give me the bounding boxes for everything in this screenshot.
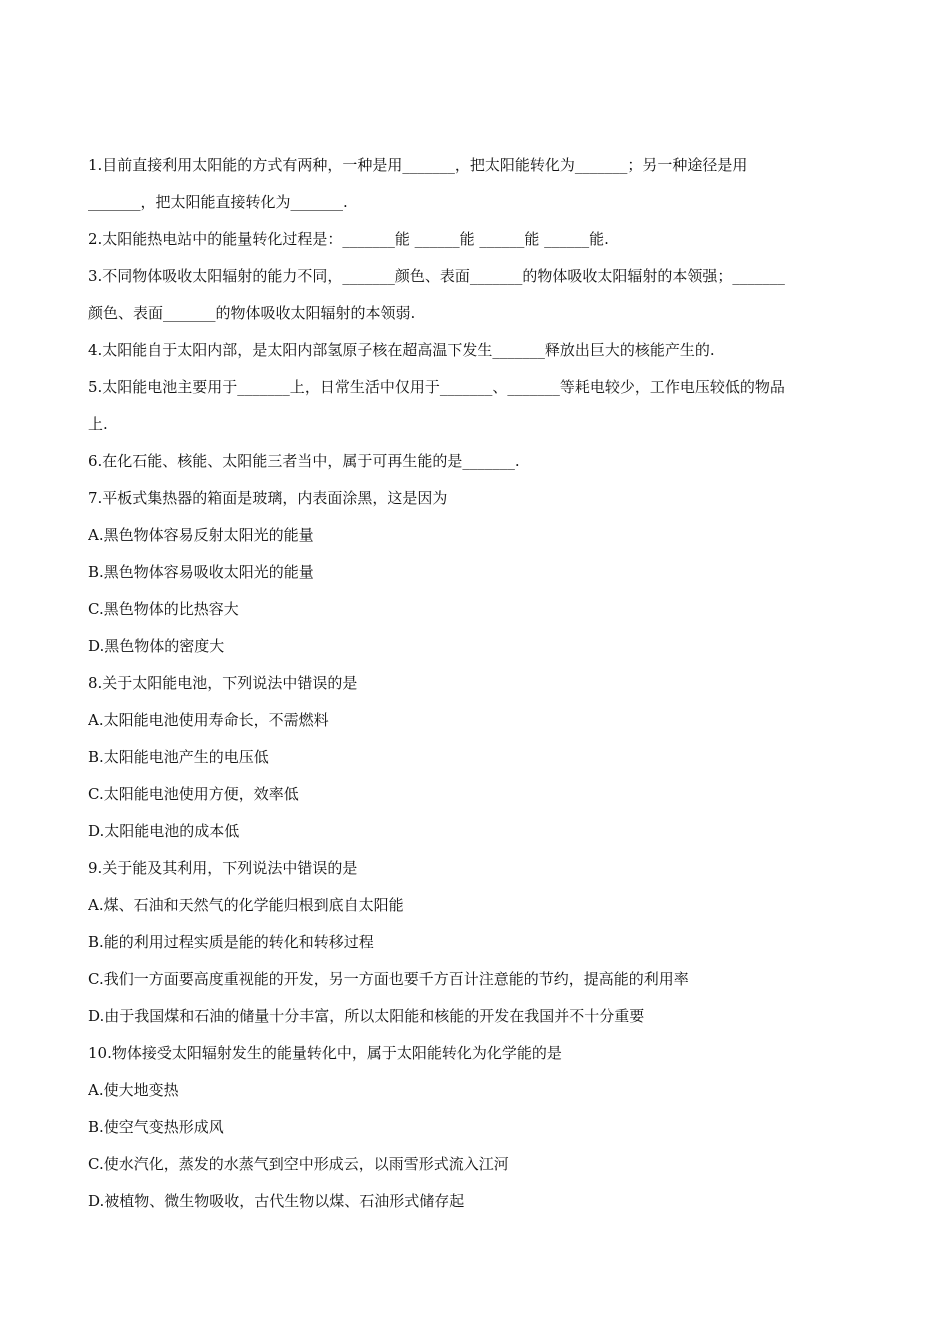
q9-option-c: C.我们一方面要高度重视能的开发，另一方面也要千方百计注意能的节约，提高能的利用率 [88, 970, 689, 988]
q9-option-b: B.能的利用过程实质是能的转化和转移过程 [88, 933, 374, 951]
q10-option-b: B.使空气变热形成风 [88, 1118, 224, 1136]
q10-option-a: A.使大地变热 [88, 1081, 179, 1099]
q3-line-1: 3.不同物体吸收太阳辐射的能力不同，_______颜色、表面_______的物体吸收太阳辐射的本领强；_______ [88, 267, 785, 285]
q7-option-b: B.黑色物体容易吸收太阳光的能量 [88, 563, 314, 581]
q9-stem: 9.关于能及其利用，下列说法中错误的是 [88, 859, 358, 877]
q9-option-a: A.煤、石油和天然气的化学能归根到底自太阳能 [88, 896, 404, 914]
q3-line-2: 颜色、表面_______的物体吸收太阳辐射的本领弱. [88, 304, 416, 322]
q8-option-b: B.太阳能电池产生的电压低 [88, 748, 269, 766]
q9-option-d: D.由于我国煤和石油的储量十分丰富，所以太阳能和核能的开发在我国并不十分重要 [88, 1007, 645, 1025]
q4-line: 4.太阳能自于太阳内部，是太阳内部氢原子核在超高温下发生_______释放出巨大的核能产生的. [88, 341, 715, 359]
q7-stem: 7.平板式集热器的箱面是玻璃，内表面涂黑，这是因为 [88, 489, 448, 507]
q1-line-2: _______，把太阳能直接转化为_______. [88, 193, 348, 211]
q10-option-c: C.使水汽化，蒸发的水蒸气到空中形成云，以雨雪形式流入江河 [88, 1155, 509, 1173]
q1-line-1: 1.目前直接利用太阳能的方式有两种，一种是用_______，把太阳能转化为_______；另一种途径是用 [88, 156, 748, 174]
q7-option-a: A.黑色物体容易反射太阳光的能量 [88, 526, 314, 544]
q6-line: 6.在化石能、核能、太阳能三者当中，属于可再生能的是_______. [88, 452, 520, 470]
q8-stem: 8.关于太阳能电池，下列说法中错误的是 [88, 674, 358, 692]
q10-stem: 10.物体接受太阳辐射发生的能量转化中，属于太阳能转化为化学能的是 [88, 1044, 562, 1062]
q5-line-2: 上. [88, 415, 108, 433]
q8-option-c: C.太阳能电池使用方便，效率低 [88, 785, 299, 803]
q10-option-d: D.被植物、微生物吸收，古代生物以煤、石油形式储存起 [88, 1192, 465, 1210]
q7-option-d: D.黑色物体的密度大 [88, 637, 225, 655]
q8-option-d: D.太阳能电池的成本低 [88, 822, 240, 840]
q2-line: 2.太阳能热电站中的能量转化过程是：_______能 ______能 ______能 ______能. [88, 230, 609, 248]
q5-line-1: 5.太阳能电池主要用于_______上，日常生活中仅用于_______、_______等耗电较少，工作电压较低的物品 [88, 378, 785, 396]
question-list [88, 150, 866, 1223]
q7-option-c: C.黑色物体的比热容大 [88, 600, 239, 618]
q8-option-a: A.太阳能电池使用寿命长，不需燃料 [88, 711, 329, 729]
